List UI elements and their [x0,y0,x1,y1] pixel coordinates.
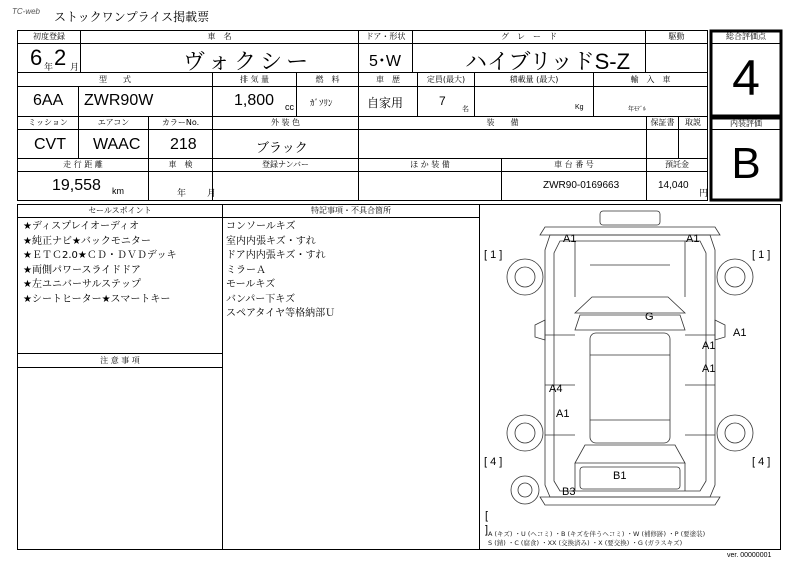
bracket-label: [ [485,510,489,522]
damage-mark: A1 [563,233,577,245]
list-item: ミラーＡ [226,264,266,276]
color-value: ブラック [256,140,308,155]
label-car-history: 車 歴 [376,75,400,84]
list-item: スペアタイヤ等格納部Ｕ [226,308,336,319]
label-equipment: 装 備 [486,118,519,127]
label-first-reg: 初度登録 [33,32,65,41]
label-load: 積載量 (最大) [509,75,559,84]
mission-value: CVT [34,136,66,153]
label-aircon: エアコン [97,118,130,127]
damage-mark: A4 [549,383,563,395]
list-item: ★シートヒーター★スマートキー [23,293,171,305]
label-displacement: 排 気 量 [239,75,270,84]
year-value: 6 [30,45,43,70]
car-name-value: ヴォクシー [183,49,313,74]
damage-mark: B3 [562,486,576,498]
label-drive: 駆動 [668,32,685,41]
deposit-unit: 円 [699,188,709,198]
label-manual: 取説 [685,118,701,127]
month-unit: 月 [70,62,80,72]
label-import: 輸 入 車 [630,75,671,84]
list-item: ★両側パワースライドドア [23,264,141,276]
page-title: ストックワンプライス掲載票 [54,10,210,24]
import-unit: 年ﾓﾃﾞﾙ [628,107,647,113]
overall-score-value: 4 [732,50,760,106]
sales-points-list [23,220,177,307]
label-fuel: 燃 料 [315,75,340,84]
grade-value: ハイブリッドS-Z [465,49,631,74]
label-notes: 特記事項・不具合箇所 [311,206,391,215]
list-item: モールキズ [226,279,276,290]
label-sales-points: セールスポイント [88,206,152,215]
list-item: ★ディスプレイオーディオ [23,221,140,232]
month-value: 2 [54,45,67,70]
label-mission: ミッション [28,118,68,127]
load-unit: Kg [575,104,584,111]
label-exterior-color: 外 装 色 [270,118,301,127]
door-value: 5･W [369,53,402,70]
label-interior-score: 内装評価 [730,119,762,128]
label-grade: グ レ ー ド [501,32,557,41]
label-capacity: 定員(最大) [426,75,466,84]
label-model-type: 型 式 [99,75,131,84]
label-overall-score: 総合評価点 [726,32,766,41]
label-other-equipment: ほ か 装 備 [410,160,450,169]
label-reg-plate: 登録ナンバー [261,160,310,169]
history-value: 自家用 [367,96,404,110]
label-color-no: カラーNo. [161,118,200,127]
inspection-month-unit: 月 [207,188,217,198]
displacement-unit: cc [285,102,294,112]
deposit-value: 14,040 [658,180,689,191]
bracket-label: [ 4 ] [484,456,503,468]
label-door-type: ドア・形状 [365,32,406,41]
bracket-label: [ 4 ] [752,456,771,468]
notes-list [226,220,335,322]
list-item: バンパー下キズ [226,293,296,305]
damage-mark: A1 [702,363,716,375]
legend-line: S (錆) ・C (腐食) ・XX (交換済み) ・X (要交換) ・G (ガラスキズ) [488,539,683,547]
list-item: コンソールキズ [226,221,296,232]
damage-mark: G [645,311,654,323]
interior-score-value: B [731,139,761,188]
bracket-label: [ 1 ] [484,249,503,261]
version-label: ver. 00000001 [727,552,772,559]
damage-legend [488,530,705,548]
legend-line: A (キズ) ・U (ヘコミ) ・B (キズを伴うヘコミ) ・W (補修跡) ・P (要塗装) [488,530,706,538]
list-item: ドア内内張キズ・すれ [226,250,326,261]
fuel-value: ｶﾞｿﾘﾝ [310,98,333,108]
damage-mark: A1 [556,408,570,420]
capacity-unit: 名 [462,106,469,113]
bracket-label: [ 1 ] [752,249,771,261]
damage-mark: A1 [733,327,747,339]
label-mileage: 走 行 距 離 [63,160,103,169]
company-logo: TC-web [12,7,41,16]
mileage-unit: km [112,186,124,196]
mileage-value: 19,558 [52,177,101,194]
label-vin: 車 台 番 号 [554,160,594,169]
list-item: 室内内張キズ・すれ [226,235,316,247]
damage-mark: A1 [686,233,700,245]
damage-mark: B1 [613,470,627,482]
label-deposit: 預託金 [665,160,689,169]
list-item: ★左ユニバーサルステップ [23,279,141,290]
damage-mark: A1 [702,340,716,352]
list-item: ★純正ナビ★バックモニター [23,235,151,247]
bracket-label: ] [485,524,489,536]
car-damage-diagram [480,205,780,549]
vin-value: ZWR90-0169663 [543,180,620,191]
label-warranty: 保証書 [650,118,675,127]
model-value: ZWR90W [84,92,154,109]
label-inspection: 車 検 [168,160,193,169]
capacity-value: 7 [439,94,446,108]
model-prefix-value: 6AA [33,92,64,109]
color-no-value: 218 [170,136,197,153]
label-cautions: 注 意 事 項 [100,356,140,365]
list-item: ★ＥＴＣ2.0★ＣＤ・ＤＶＤデッキ [23,250,177,261]
aircon-value: WAAC [93,136,141,153]
year-unit: 年 [44,62,54,72]
label-car-name: 車 名 [207,32,232,41]
inspection-year-unit: 年 [177,188,187,198]
displacement-value: 1,800 [234,92,275,109]
